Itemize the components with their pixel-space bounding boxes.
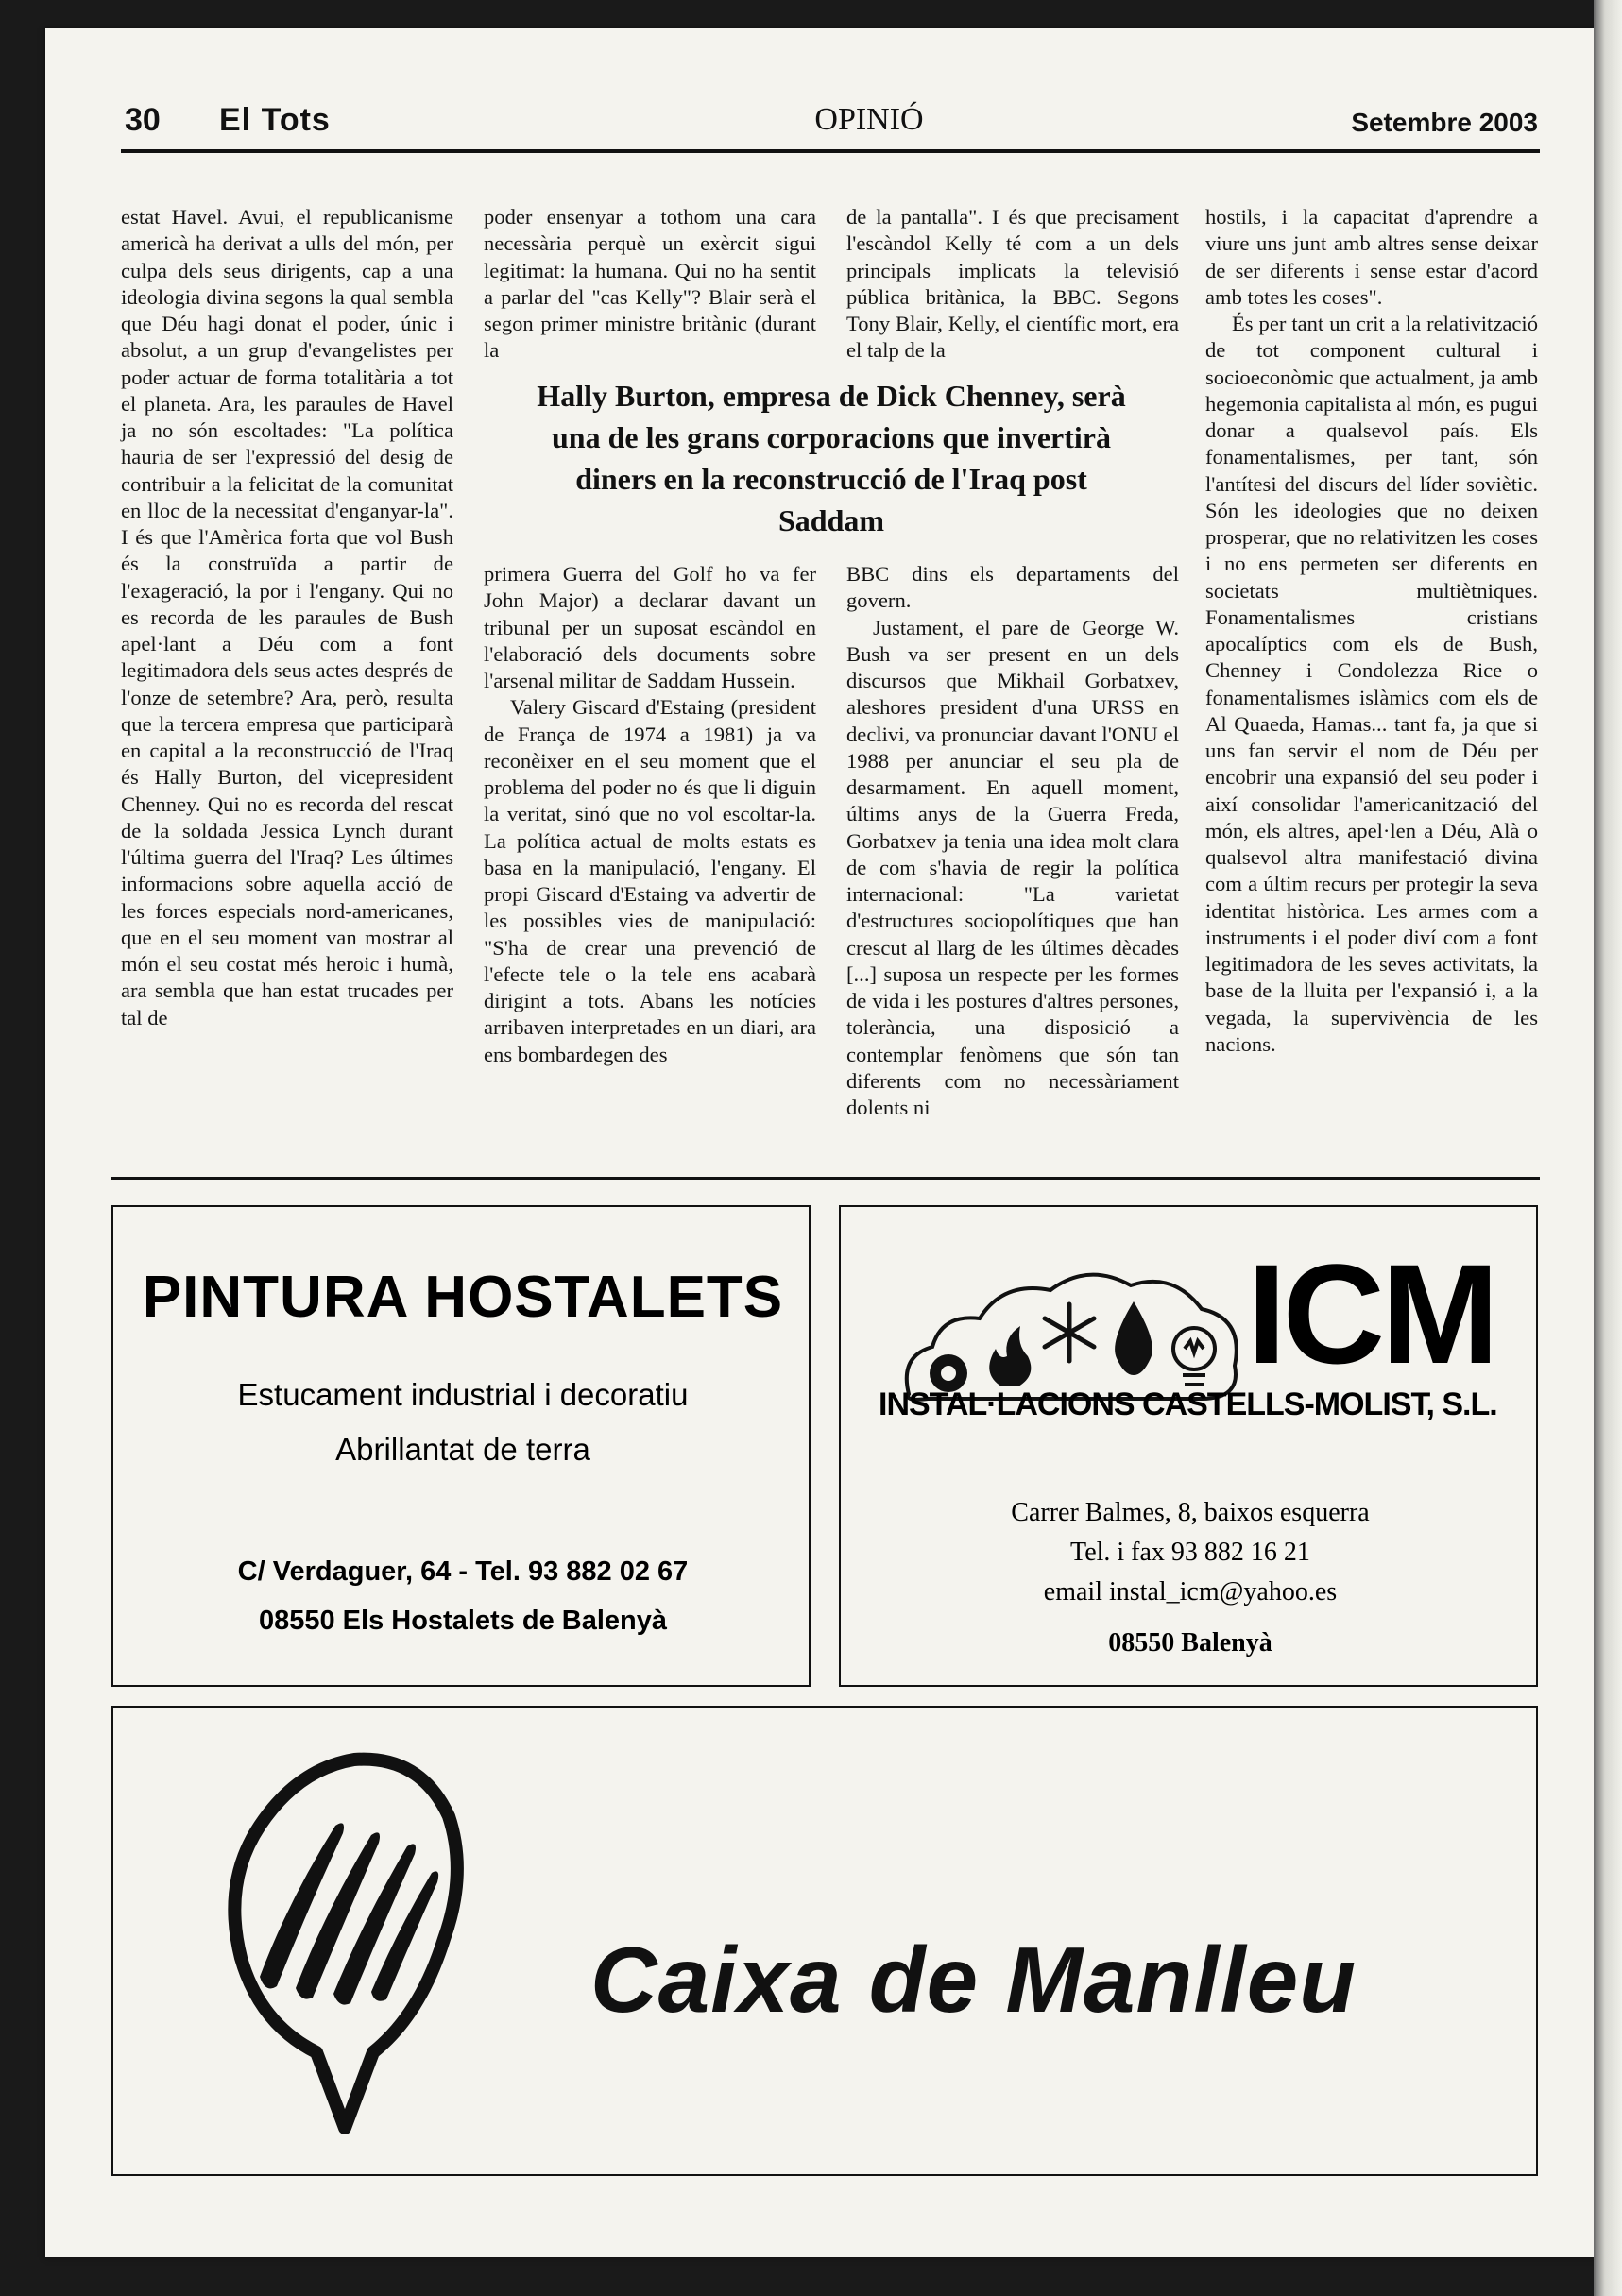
issue-date: Setembre 2003 xyxy=(1351,108,1538,137)
article-column-2-bottom xyxy=(484,561,816,1068)
article-column-3-top xyxy=(846,204,1179,365)
page-number: 30 xyxy=(125,102,161,138)
article-paragraph: estat Havel. Avui, el republicanisme americà ha derivat a ulls del món, per culpa dels seus dirigents, cap a una ideologia divina segons la qual sembla que Déu hagi donat el poder, únic i absolut, a un grup d'evangelistes per poder actuar de forma totalitària a tot el planeta. Ara, les paraules de Havel ja no són escoltades: "La política hauria de ser l'expressió del desig de contribuir a la felicitat de la comunitat en lloc de la necessitat d'enganyar-la". I és que l'Amèrica forta que vol Bush és la construïda a partir de l'exageració, la por i l'engany. Qui no es recorda de les paraules de Bush apel·lant a Déu com a font legitimadora dels seus actes després de l'onze de setembre? Ara, però, resulta que la tercera empresa que participarà en capital a la reconstrucció de l'Iraq és Hally Burton, del vicepresident Chenney. Qui no es recorda del rescat de la soldada Jessica Lynch durant l'última guerra del l'Iraq? Les últimes informacions sobre aquella acció de les forces especials nord-americanes, que en el seu moment van mostrar al món el seu costat més heroic i humà, ara sembla que han estat trucades per tal de xyxy=(121,205,453,1029)
article-headline: Hally Burton, empresa de Dick Chenney, serà una de les grans corporacions que invertirà diners en la reconstrucció de l'Iraq post Saddam xyxy=(537,379,1126,537)
ad-address: Carrer Balmes, 8, baixos esquerra xyxy=(1011,1498,1370,1527)
ad-caixa-de-manlleu xyxy=(111,1706,1538,2176)
page-edge xyxy=(1594,0,1622,2296)
article-end-rule xyxy=(111,1177,1540,1180)
ad-service-line: Estucament industrial i decoratiu xyxy=(237,1377,689,1412)
article-paragraph: És per tant un crit a la relativització de tot component cultural i socioeconòmic que actualment, ja amb hegemonia capitalista al món, es pugui donar a qualsevol país. Els fonamentalismes, per tant, són l'antítesi del discurs del líder soviètic. Són les ideologies que no deixen prosperar, que no relativitzen les coses i no ens permeten ser diferents en societats multiètniques. Fonamentalismes cristians apocalíptics com els de Bush, Chenney i Condolezza Rice o fonamentalismes islàmics com els de Al Quaeda, Hamas... tant fa, ja que si uns fan servir el nom de Déu per encobrir una expansió del seu poder i així consolidar l'americanització del món, els altres, apel·len a Déu, Alà o qualsevol altra manifestació divina com a últim recurs per protegir la seva identitat històrica. Les armes com a instruments i el poder diví com a font legitimadora de les seves activitats, la base de la lluita per l'expansió i, a la vegada, la supervivència de les nacions. xyxy=(1205,312,1538,1056)
article-column-4 xyxy=(1205,204,1538,1058)
article-column-1 xyxy=(121,204,453,1031)
ad-business-name: INSTAL·LACIONS CASTELLS-MOLIST, S.L. xyxy=(879,1386,1497,1422)
article-paragraph: BBC dins els departaments del govern. xyxy=(846,562,1179,613)
article-column-3-bottom xyxy=(846,561,1179,1121)
ad-city: 08550 Els Hostalets de Balenyà xyxy=(258,1606,667,1636)
article-paragraph: de la pantalla". I és que precisament l'escàndol Kelly té com a un dels principals implicats la televisió pública britànica, la BBC. Segons Tony Blair, Kelly, el científic mort, era el talp de la xyxy=(846,205,1179,363)
water-drop-icon xyxy=(1115,1301,1152,1375)
ad-service-line: Abrillantat de terra xyxy=(335,1432,590,1467)
header-rule xyxy=(121,149,1540,153)
publication-name: El Tots xyxy=(219,102,331,138)
article-paragraph: hostils, i la capacitat d'aprendre a viure uns junt amb altres sense deixar de ser diferents i sense estar d'acord amb totes les coses". xyxy=(1205,205,1538,309)
lightbulb-icon xyxy=(1173,1328,1215,1385)
ad-city: 08550 Balenyà xyxy=(1108,1628,1272,1658)
ad-phone: Tel. i fax 93 882 16 21 xyxy=(1070,1538,1310,1567)
section-title: OPINIÓ xyxy=(814,102,924,137)
article-paragraph: Valery Giscard d'Estaing (president de França de 1974 a 1981) ja va reconèixer en el seu moment que el problema del poder no és que li diguin la veritat, sinó que no vol escoltar-la. La política actual de molts estats es basa en la manipulació, l'engany. El propi Giscard d'Estaing va advertir de les possibles vies de manipulació: "S'ha de crear una prevenció de l'efecte tele o la tele ens acabarà dirigint a tots. Abans les notícies arribaven interpretades en un diari, ara ens bombardegen des xyxy=(484,695,816,1066)
ad-icm-installacions xyxy=(839,1205,1538,1687)
ad-business-name: PINTURA HOSTALETS xyxy=(142,1265,784,1330)
article-paragraph: poder ensenyar a tothom una cara necessària perquè un exèrcit sigui legitimat: la humana. Qui no ha sentit a parlar del "cas Kelly"? Blair serà el segon primer ministre britànic (durant la xyxy=(484,205,816,363)
snowflake-icon xyxy=(1045,1304,1094,1361)
ad-address: C/ Verdaguer, 64 - Tel. 93 882 02 67 xyxy=(237,1556,689,1587)
caixa-flame-logo-icon xyxy=(222,1741,468,2147)
article-paragraph: primera Guerra del Golf ho va fer John Major) a declarar davant un tribunal per un suposat escàndol en l'elaboració dels documents sobre l'arsenal militar de Saddam Hussein. xyxy=(484,562,816,692)
ad-business-name: Caixa de Manlleu xyxy=(590,1928,1357,2032)
ad-email: email instal_icm@yahoo.es xyxy=(1043,1577,1338,1607)
article-paragraph: Justament, el pare de George W. Bush va ser present en un dels discursos que Mikhail Gorbatxev, aleshores president d'una URSS en declivi, va pronunciar davant l'ONU el 1988 per anunciar el seu pla de desarmament. En aquell moment, últims anys de la Guerra Freda, Gorbatxev ja tenia una idea molt clara de com s'havia de regir la política internacional: "La varietat d'estructures sociopolítiques que han crescut al llarg de les últimes dècades [...] suposa un respecte per les formes de vida i les postures d'altres persones, tolerància, una disposició a contemplar fenòmens que són tan diferents com no necessàriament dolents ni xyxy=(846,615,1179,1119)
icm-logo: ICM xyxy=(1247,1234,1495,1393)
ad-pintura-hostalets xyxy=(111,1205,811,1687)
article-column-2-top xyxy=(484,204,816,365)
flame-icon xyxy=(989,1326,1031,1386)
